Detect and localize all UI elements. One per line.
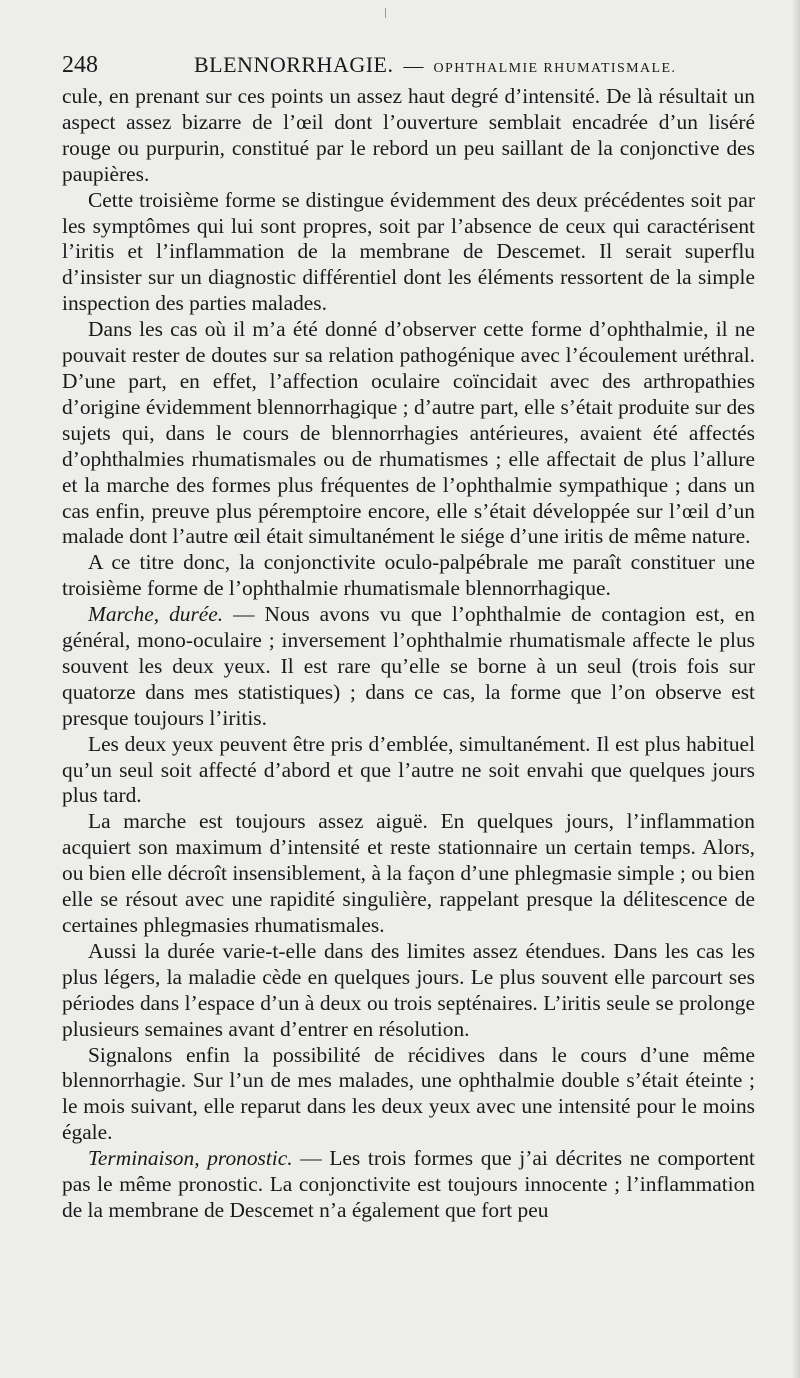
paragraph: [62, 317, 755, 550]
running-header: [62, 52, 760, 82]
paragraph-text: Dans les cas où il m’a été donné d’observer cette forme d’ophthalmie, il ne pouvait rester de doutes sur sa relation pathogénique avec l’écoulement uréthral. D’une part, en effet, l’affection oculaire coïncidait avec des arthropathies d’origine évidemment blennorrhagique ; d’autre part, elle s’était produite sur des sujets qui, dans le cours de blennorrhagies antérieures, avaient été affectés d’ophthalmies rhumatismales ou de rhumatismes ; elle affectait de plus l’allure et la marche des formes plus fréquentes de l’ophthalmie sympathique ; dans un cas enfin, preuve plus péremptoire encore, elle s’était développée sur l’œil d’un malade dont l’autre œil était simultanément le siége d’une iritis de même nature.: [62, 317, 755, 549]
paragraph: [62, 602, 755, 732]
page-edge-shadow: [792, 0, 800, 1378]
paragraph: [62, 1146, 755, 1224]
scan-mark: [385, 8, 386, 18]
page-number: 248: [62, 52, 98, 78]
paragraph-text: Aussi la durée varie-t-elle dans des limites assez étendues. Dans les cas les plus légers, la maladie cède en quelques jours. Le plus souvent elle parcourt ses périodes dans l’espace d’un à deux ou trois septénaires. L’iritis seule se prolonge plusieurs semaines avant d’entrer en résolution.: [62, 938, 755, 1041]
paragraph: [62, 939, 755, 1043]
paragraph-text: — Les trois formes que j’ai décrites ne comportent pas le même pronostic. La conjonctivite est toujours innocente ; l’inflammation de la membrane de Descemet n’a également que fort peu: [62, 1146, 755, 1222]
paragraph-text: Signalons enfin la possibilité de récidives dans le cours d’une même blennorrhagie. Sur l’un de mes malades, une ophthalmie double s’était éteinte ; le mois suivant, elle reparut dans les deux yeux avec une intensité pour le moins égale.: [62, 1042, 755, 1145]
paragraph: [62, 84, 755, 188]
paragraph-text: Cette troisième forme se distingue évidemment des deux précédentes soit par les symptômes qui lui sont propres, soit par l’absence de ceux qui caractérisent l’iritis et l’inflammation de la membrane de Descemet. Il serait superflu d’insister sur un diagnostic différentiel dont les éléments ressortent de la simple inspection des parties malades.: [62, 187, 755, 316]
running-subtitle: OPHTHALMIE RHUMATISMALE.: [433, 61, 677, 76]
paragraph-text: cule, en prenant sur ces points un assez haut degré d’intensité. De là résultait un aspect assez bizarre de l’œil dont l’ouverture semblait encadrée d’un liséré rouge ou purpurin, constitué par le rebord un peu saillant de la conjonctive des paupières.: [62, 84, 755, 186]
paragraph-lead: Terminaison, pronostic.: [88, 1146, 293, 1171]
paragraph-lead: Marche, durée.: [88, 602, 224, 627]
paragraph: [62, 188, 755, 318]
paragraph: [62, 550, 755, 602]
paragraph-text: — Nous avons vu que l’ophthalmie de contagion est, en général, mono-oculaire ; inversement l’ophthalmie rhumatismale affecte le plus souvent les deux yeux. Il est rare qu’elle se borne à un seul (trois fois sur quatorze dans mes statistiques) ; dans ce cas, la forme que l’on observe est presque toujours l’iritis.: [62, 602, 755, 730]
paragraph: [62, 809, 755, 939]
paragraph: [62, 732, 755, 810]
paragraph-text: La marche est toujours assez aiguë. En quelques jours, l’inflammation acquiert son maximum d’intensité et reste stationnaire un certain temps. Alors, ou bien elle décroît insensiblement, à la façon d’une phlegmasie simple ; ou bien elle se résout avec une rapidité singulière, rappelant presque la délitescence de certaines phlegmasies rhumatismales.: [62, 809, 755, 937]
running-dash: —: [403, 55, 424, 77]
running-title: BLENNORRHAGIE.: [194, 52, 394, 77]
body-text: [62, 84, 755, 1224]
paragraph-text: A ce titre donc, la conjonctivite oculo-palpébrale me paraît constituer une troisième forme de l’ophthalmie rhumatismale blennorrhagique.: [62, 550, 755, 601]
paragraph: [62, 1043, 755, 1147]
paragraph-text: Les deux yeux peuvent être pris d’emblée, simultanément. Il est plus habituel qu’un seul soit affecté d’abord et que l’autre ne soit envahi que quelques jours plus tard.: [62, 731, 755, 808]
